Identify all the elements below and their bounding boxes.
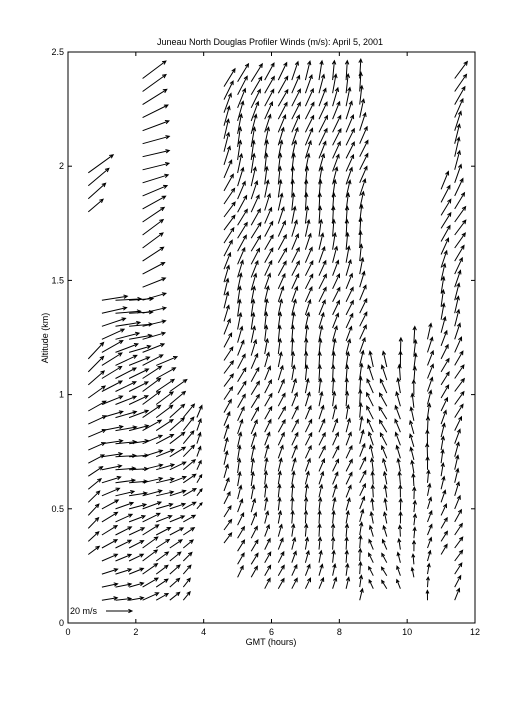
y-tick-label: 0.5	[51, 503, 64, 514]
x-tick-label: 8	[336, 627, 342, 637]
y-axis-label: Altitude (km)	[40, 312, 50, 364]
y-tick-label: 0	[58, 618, 64, 628]
x-tick-label: 4	[201, 627, 207, 637]
reference-vector-label: 20 m/s	[70, 606, 98, 616]
x-axis-label: GMT (hours)	[245, 637, 297, 647]
x-tick-label: 10	[402, 627, 413, 637]
y-tick-label: 2.5	[51, 47, 64, 57]
x-tick-label: 0	[65, 627, 71, 637]
x-tick-label: 2	[133, 627, 139, 637]
y-tick-label: 1	[58, 389, 64, 400]
y-tick-label: 1.5	[51, 275, 64, 286]
x-tick-label: 12	[469, 627, 481, 637]
y-tick-label: 2	[58, 161, 64, 172]
chart-title: Juneau North Douglas Profiler Winds (m/s): April 5, 2001	[156, 37, 384, 47]
x-tick-label: 6	[268, 627, 275, 637]
